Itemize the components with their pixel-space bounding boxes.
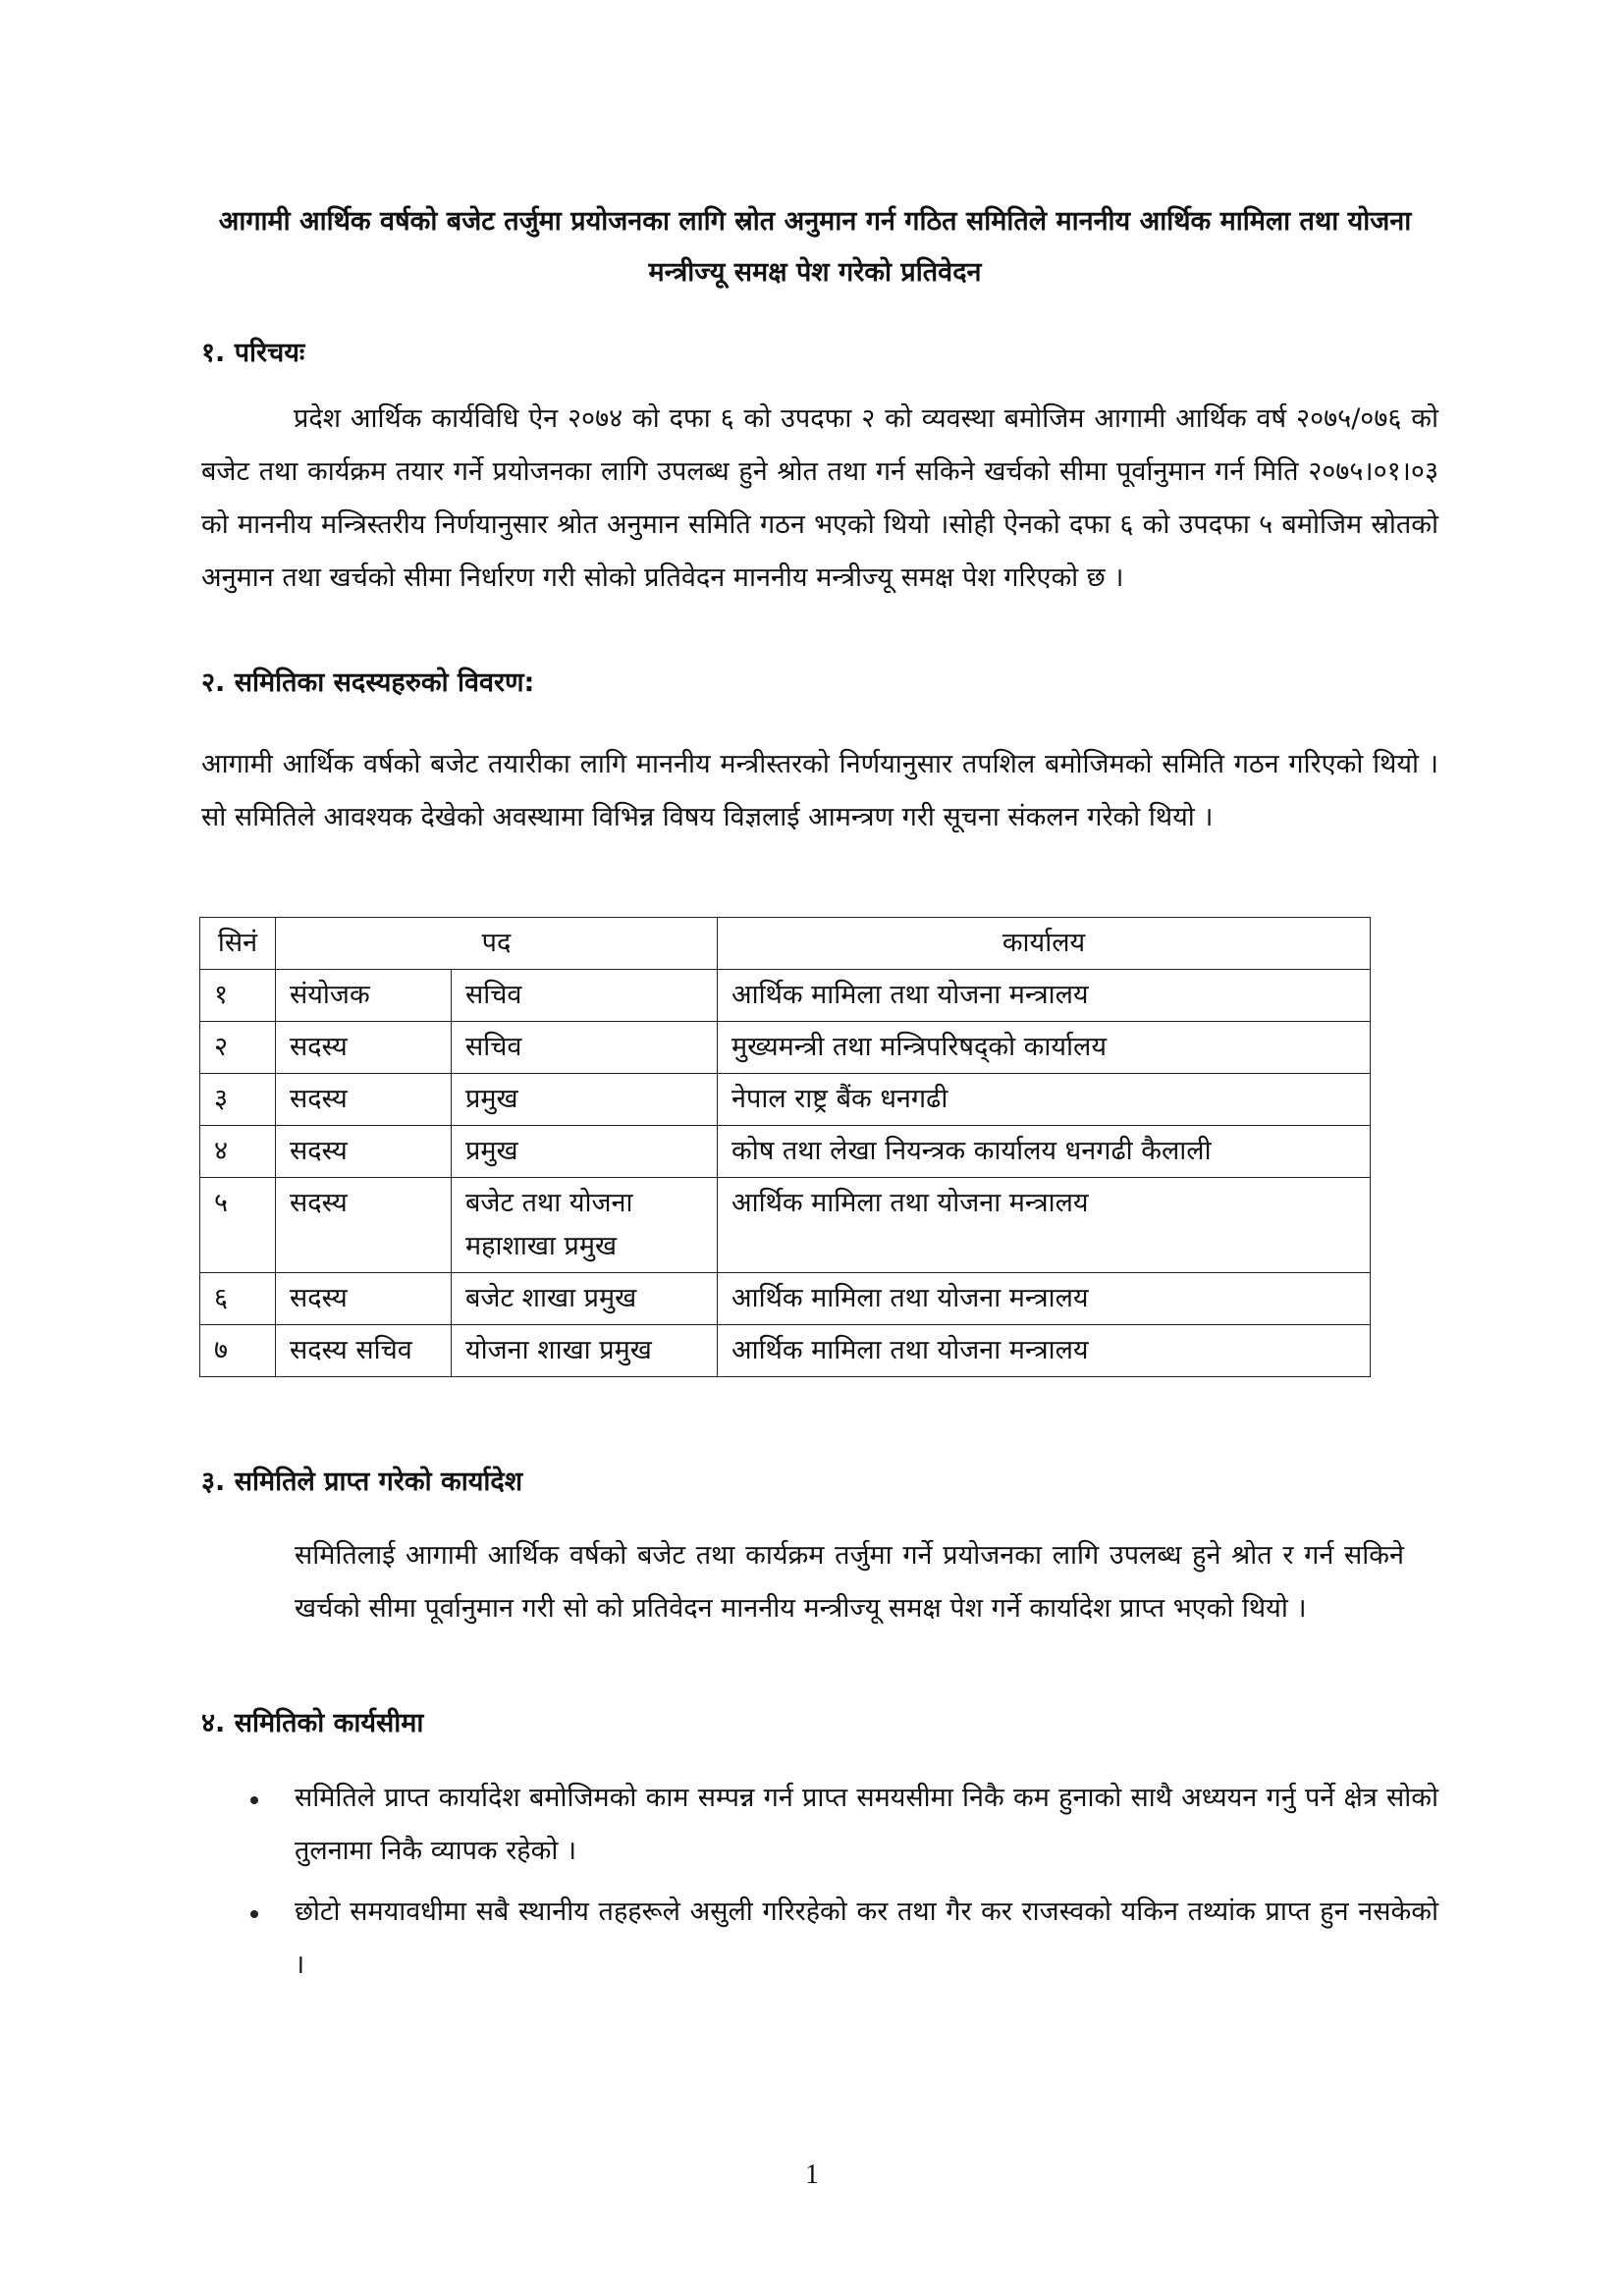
table-row [200,1273,1371,1325]
row-serial: ६ [200,1273,276,1325]
limitations-list [250,1772,1438,2000]
row-office: आर्थिक मामिला तथा योजना मन्त्रालय [718,1178,1371,1273]
row-post: बजेट शाखा प्रमुख [452,1273,718,1325]
section-heading-intro: १. परिचयः [201,338,305,368]
section-heading-mandate: ३. समितिले प्राप्त गरेको कार्यादेश [201,1467,523,1497]
table-row [200,1126,1371,1178]
row-post: सचिव [452,970,718,1022]
row-serial: २ [200,1022,276,1074]
row-serial: १ [200,970,276,1022]
header-position: पद [276,918,718,970]
row-post: योजना शाखा प्रमुख [452,1325,718,1377]
row-office: कोष तथा लेखा नियन्त्रक कार्यालय धनगढी कैलाली [718,1126,1371,1178]
document-title: आगामी आर्थिक वर्षको बजेट तर्जुमा प्रयोजनका लागि स्रोत अनुमान गर्न गठित समितिले माननीय आर्थिक मामिला तथा योजना मन्त्रीज्यू समक्ष पेश गरेको प्रतिवेदन [218,206,1412,288]
row-office: आर्थिक मामिला तथा योजना मन्त्रालय [718,970,1371,1022]
list-item-text: छोटो समयावधीमा सबै स्थानीय तहहरूले असुली गरिरहेको कर तथा गैर कर राजस्वको यकिन तथ्यांक प्राप्त हुन नसकेको । [295,1896,1438,1980]
row-role: सदस्य [276,1273,452,1325]
section-heading-members: २. समितिका सदस्यहरुको विवरण: [201,667,535,698]
table-row [200,970,1371,1022]
intro-paragraph: प्रदेश आर्थिक कार्यविधि ऐन २०७४ को दफा ६ को उपदफा २ को व्यवस्था बमोजिम आगामी आर्थिक वर्ष २०७५/०७६ को बजेट तथा कार्यक्रम तयार गर्ने प्रयोजनका लागि उपलब्ध हुने श्रोत तथा गर्न सकिने खर्चको सीमा पूर्वानुमान गर्न मिति २०७५।०१।०३ को माननीय मन्त्रिस्तरीय निर्णयानुसार श्रोत अनुमान समिति गठन भएको थियो ।सोही ऐनको दफा ६ को उपदफा ५ बमोजिम स्रोतको अनुमान तथा खर्चको सीमा निर्धारण गरी सोको प्रतिवेदन माननीय मन्त्रीज्यू समक्ष पेश गरिएको छ । [201,403,1438,593]
row-serial: ५ [200,1178,276,1273]
row-role: सदस्य [276,1074,452,1126]
list-item-text: समितिले प्राप्त कार्यादेश बमोजिमको काम सम्पन्न गर्न प्राप्त समयसीमा निकै कम हुनाको साथै अध्ययन गर्नु पर्ने क्षेत्र सोको तुलनामा निकै व्यापक रहेको । [295,1783,1438,1866]
table-header-row [200,918,1371,970]
table-row [200,1074,1371,1126]
table-row [200,1022,1371,1074]
page-number: 1 [805,2160,819,2190]
row-role: सदस्य [276,1126,452,1178]
row-role: सदस्य [276,1178,452,1273]
table-row [200,1325,1371,1377]
members-table [199,917,1371,1377]
row-post: बजेट तथा योजना महाशाखा प्रमुख [452,1178,718,1273]
row-office: मुख्यमन्त्री तथा मन्त्रिपरिषद्को कार्यालय [718,1022,1371,1074]
members-paragraph: आगामी आर्थिक वर्षको बजेट तयारीका लागि माननीय मन्त्रीस्तरको निर्णयानुसार तपशिल बमोजिमको समिति गठन गरिएको थियो । सो समितिले आवश्यक देखेको अवस्थामा विभिन्न विषय विज्ञलाई आमन्त्रण गरी सूचना संकलन गरेको थियो । [201,749,1438,832]
row-post: प्रमुख [452,1074,718,1126]
row-serial: ३ [200,1074,276,1126]
list-item [250,1772,1438,1878]
bullet-icon [250,1796,258,1804]
row-post: सचिव [452,1022,718,1074]
row-serial: ४ [200,1126,276,1178]
row-role: सदस्य [276,1022,452,1074]
section-heading-limitations: ४. समितिको कार्यसीमा [201,1708,424,1738]
row-office: नेपाल राष्ट्र बैंक धनगढी [718,1074,1371,1126]
mandate-paragraph: समितिलाई आगामी आर्थिक वर्षको बजेट तथा कार्यक्रम तर्जुमा गर्ने प्रयोजनका लागि उपलब्ध हुने श्रोत र गर्न सकिने खर्चको सीमा पूर्वानुमान गरी सो को प्रतिवेदन माननीय मन्त्रीज्यू समक्ष पेश गर्ने कार्यादेश प्राप्त भएको थियो । [295,1540,1404,1624]
table-row [200,1178,1371,1273]
bullet-icon [250,1910,258,1918]
header-serial: सिनं [200,918,276,970]
row-role: सदस्य सचिव [276,1325,452,1377]
row-role: संयोजक [276,970,452,1022]
list-item [250,1886,1438,1992]
row-post: प्रमुख [452,1126,718,1178]
header-office: कार्यालय [718,918,1371,970]
row-serial: ७ [200,1325,276,1377]
row-office: आर्थिक मामिला तथा योजना मन्त्रालय [718,1325,1371,1377]
row-office: आर्थिक मामिला तथा योजना मन्त्रालय [718,1273,1371,1325]
